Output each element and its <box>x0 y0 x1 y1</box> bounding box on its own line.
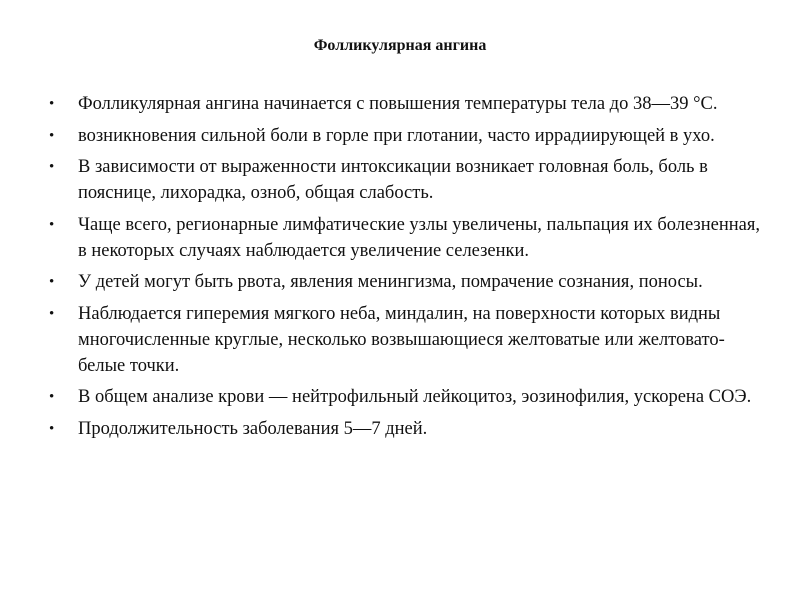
bullet-text: Фолликулярная ангина начинается с повышения температуры тела до 38—39 °С. <box>78 94 718 114</box>
bullet-icon: • <box>49 96 55 112</box>
bullet-text: возникновения сильной боли в горле при глотании, часто иррадиирующей в ухо. <box>78 125 715 146</box>
bullet-item <box>49 384 769 410</box>
bullet-item <box>49 301 769 379</box>
bullet-icon: • <box>49 389 55 405</box>
bullet-item <box>49 154 769 206</box>
bullet-list <box>49 91 769 447</box>
bullet-text: В общем анализе крови — нейтрофильный лейкоцитоз, эозинофилия, ускорена СОЭ. <box>78 387 752 407</box>
bullet-icon: • <box>49 274 55 290</box>
bullet-icon: • <box>49 420 55 437</box>
bullet-item <box>49 269 769 295</box>
bullet-text: Чаще всего, регионарные лимфатические узлы увеличены, пальпация их болезненная, в некоторых случаях наблюдается увеличение селезенки. <box>78 214 760 261</box>
bullet-text: У детей могут быть рвота, явления менингизма, помрачение сознания, поносы. <box>78 272 703 292</box>
bullet-item <box>49 212 769 264</box>
bullet-text: Наблюдается гиперемия мягкого неба, миндалин, на поверхности которых видны многочисленные круглые, несколько возвышающиеся желтоватые или желтовато-белые точки. <box>78 303 725 376</box>
bullet-item <box>49 123 769 149</box>
bullet-icon: • <box>49 159 55 175</box>
bullet-icon: • <box>49 127 55 144</box>
bullet-text: В зависимости от выраженности интоксикации возникает головная боль, боль в пояснице, лихорадка, озноб, общая слабость. <box>78 157 708 203</box>
slide-title: Фолликулярная ангина <box>313 37 487 54</box>
bullet-icon: • <box>49 216 55 233</box>
bullet-text: Продолжительность заболевания 5—7 дней. <box>78 418 428 439</box>
bullet-item <box>49 416 769 442</box>
bullet-icon: • <box>49 305 55 322</box>
bullet-item <box>49 91 769 117</box>
